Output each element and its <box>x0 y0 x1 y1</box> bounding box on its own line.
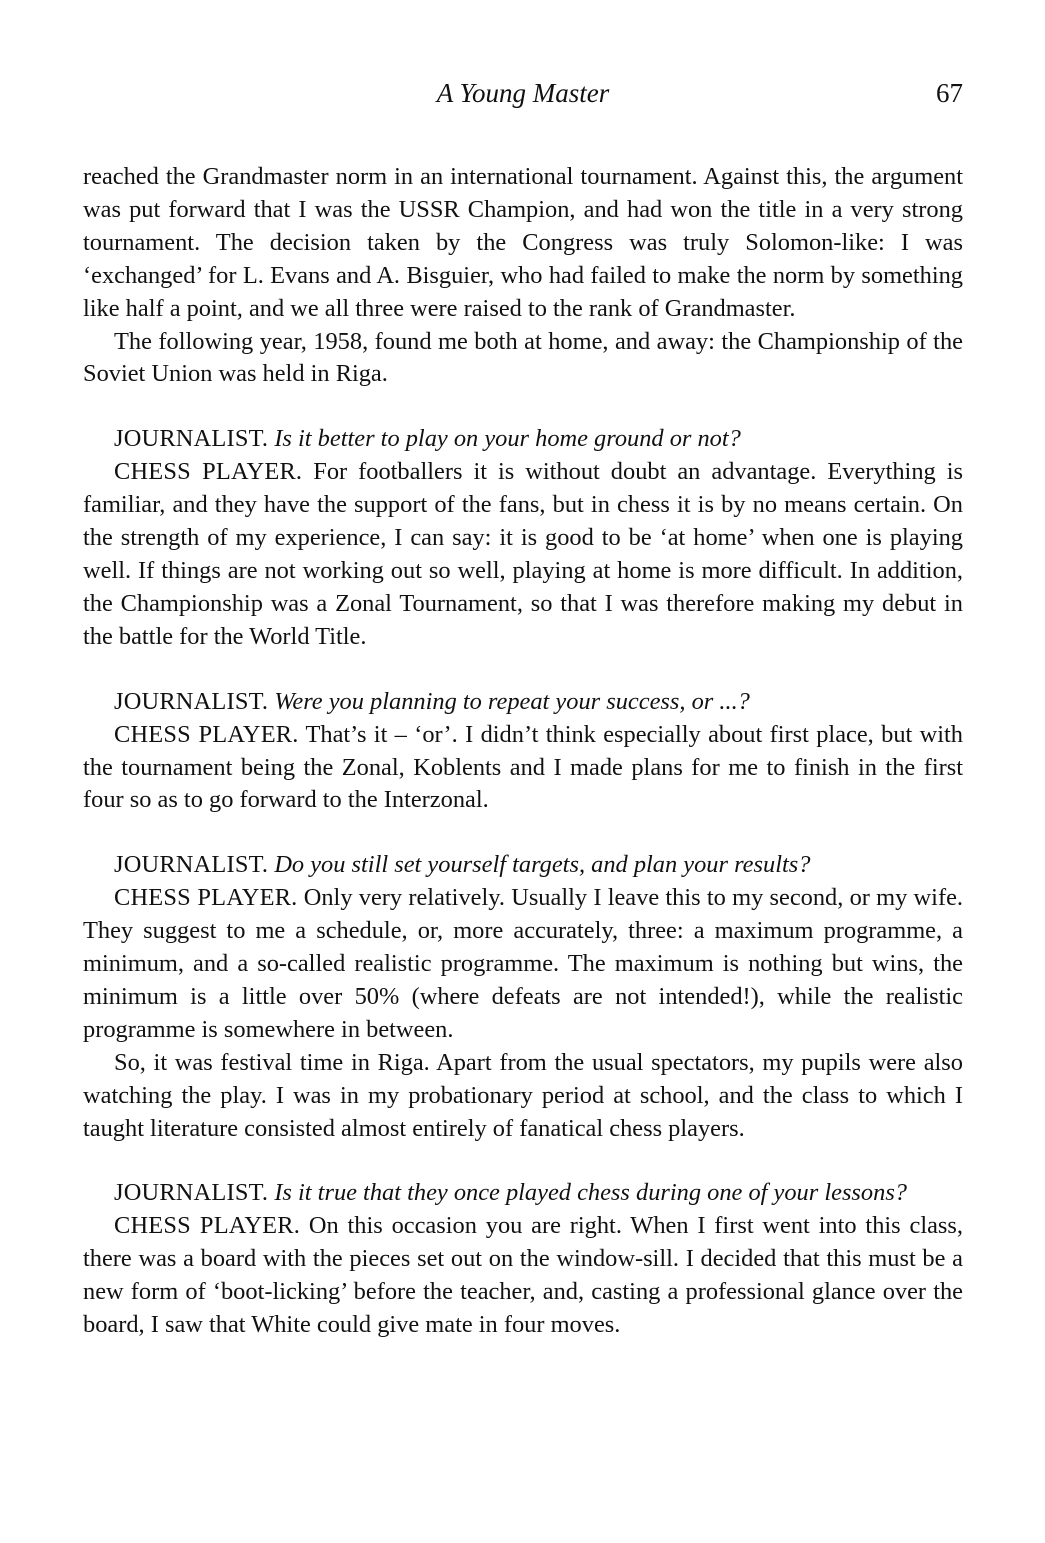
section-gap <box>83 1145 963 1177</box>
chess-player-label: CHESS PLAYER. <box>114 720 299 748</box>
question-text: Do you still set yourself targets, and plan your results? <box>274 851 811 879</box>
question-text: Is it true that they once played chess during one of your lessons? <box>274 1179 908 1207</box>
paragraph-continued: reached the Grandmaster norm in an international tournament. Against this, the argument was put forward that I was the USSR Champion, and had won the title in a very strong tournament. The decision taken by the Congress was truly Solomon-like: I was ‘exchanged’ for L. Evans and A. Bisguier, who had failed to make the norm by something like half a point, and we all three were raised to the rank of Grandmaster. <box>83 163 963 322</box>
book-page <box>83 72 963 1342</box>
question-text: Is it better to play on your home ground or not? <box>274 425 741 453</box>
chess-player-label: CHESS PLAYER. <box>114 884 298 912</box>
narration-paragraph: So, it was festival time in Riga. Apart from the usual spectators, my pupils were also watching the play. I was in my probationary period at school, and the class to which I taught literature consisted almost entirely of fanatical chess players. <box>83 1048 963 1142</box>
player-answer <box>83 882 963 1047</box>
running-title: A Young Master <box>436 78 610 108</box>
section-gap <box>83 391 963 423</box>
chess-player-label: CHESS PLAYER. <box>114 458 303 486</box>
running-head <box>83 72 963 116</box>
journalist-question <box>83 849 963 882</box>
journalist-label: JOURNALIST. <box>114 1179 269 1207</box>
question-text: Were you planning to repeat your success, or ...? <box>274 687 750 715</box>
journalist-label: JOURNALIST. <box>114 851 269 879</box>
section-gap <box>83 654 963 686</box>
journalist-label: JOURNALIST. <box>114 687 269 715</box>
body-text <box>83 161 963 1342</box>
player-answer <box>83 719 963 818</box>
journalist-label: JOURNALIST. <box>114 425 269 453</box>
answer-text: On this occasion you are right. When I first went into this class, there was a board with the pieces set out on the window-sill. I decided that this must be a new form of ‘boot-licking’ before the teacher, and, casting a professional glance over the board, I saw that White could give mate in four moves. <box>83 1212 963 1339</box>
paragraph: The following year, 1958, found me both at home, and away: the Championship of the Soviet Union was held in Riga. <box>83 327 963 388</box>
journalist-question <box>83 686 963 719</box>
answer-text: For footballers it is without doubt an advantage. Everything is familiar, and they have the support of the fans, but in chess it is by no means certain. On the strength of my experience, I can say: it is good to be ‘at home’ when one is playing well. If things are not working out so well, playing at home is more difficult. In addition, the Championship was a Zonal Tournament, so that I was therefore making my debut in the battle for the World Title. <box>83 458 963 650</box>
chess-player-label: CHESS PLAYER. <box>114 1212 301 1240</box>
answer-text: That’s it – ‘or’. I didn’t think especially about first place, but with the tournament being the Zonal, Koblents and I made plans for me to finish in the first four so as to go forward to the Interzonal. <box>83 720 963 814</box>
answer-text: Only very relatively. Usually I leave this to my second, or my wife. They suggest to me a schedule, or, more accurately, three: a maximum programme, a minimum, and a so-called realistic programme. The maximum is nothing but wins, the minimum is a little over 50% (where defeats are not intended!), while the realistic programme is somewhere in between. <box>83 884 963 1043</box>
player-answer <box>83 456 963 653</box>
page-number: 67 <box>936 78 963 108</box>
journalist-question <box>83 423 963 456</box>
player-answer <box>83 1210 963 1342</box>
section-gap <box>83 817 963 849</box>
journalist-question <box>83 1177 963 1210</box>
